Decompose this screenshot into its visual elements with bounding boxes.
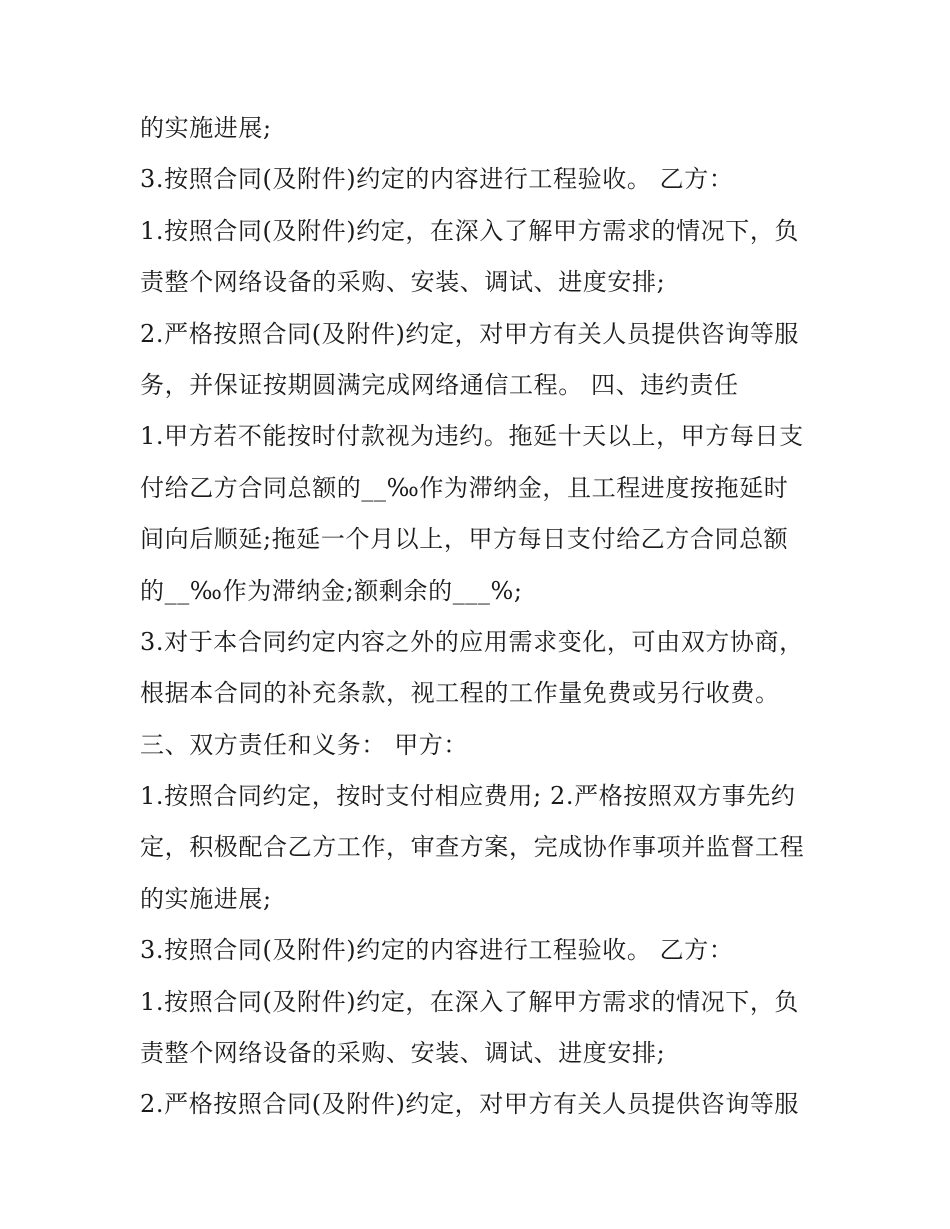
text-line: 1.甲方若不能按时付款视为违约。拖延十天以上，甲方每日支 [140, 422, 804, 451]
text-line: 务，并保证按期圆满完成网络通信工程。 四、违约责任 [140, 370, 739, 399]
section-heading: 三、双方责任和义务： 甲方： [140, 730, 469, 759]
text-line: 责整个网络设备的采购、安装、调试、进度安排; [140, 1039, 666, 1068]
text-line: 3.按照合同(及附件)约定的内容进行工程验收。 乙方： [140, 936, 734, 965]
text-line: 2.严格按照合同(及附件)约定，对甲方有关人员提供咨询等服 [140, 1090, 800, 1119]
text-line: 1.按照合同约定，按时支付相应费用; 2.严格按照双方事先约 [140, 782, 796, 811]
text-line: 的__‰作为滞纳金;额剩余的___%; [140, 576, 523, 605]
text-line: 的实施进展; [140, 114, 272, 142]
text-line: 根据本合同的补充条款，视工程的工作量免费或另行收费。 [140, 679, 780, 708]
text-line: 定，积极配合乙方工作，审查方案，完成协作事项并监督工程 [140, 833, 805, 862]
text-line: 付给乙方合同总额的__‰作为滞纳金，且工程进度按拖延时 [140, 473, 789, 502]
text-line: 间向后顺延;拖延一个月以上，甲方每日支付给乙方合同总额 [140, 525, 789, 554]
text-line: 2.严格按照合同(及附件)约定，对甲方有关人员提供咨询等服 [140, 319, 800, 348]
text-line: 3.对于本合同约定内容之外的应用需求变化，可由双方协商， [140, 627, 804, 656]
text-line: 1.按照合同(及附件)约定，在深入了解甲方需求的情况下，负 [140, 216, 800, 245]
text-line: 3.按照合同(及附件)约定的内容进行工程验收。 乙方： [140, 165, 734, 194]
text-line: 责整个网络设备的采购、安装、调试、进度安排; [140, 268, 666, 297]
contract-text [140, 103, 830, 1131]
text-line: 1.按照合同(及附件)约定，在深入了解甲方需求的情况下，负 [140, 987, 800, 1016]
text-line: 的实施进展; [140, 884, 272, 913]
